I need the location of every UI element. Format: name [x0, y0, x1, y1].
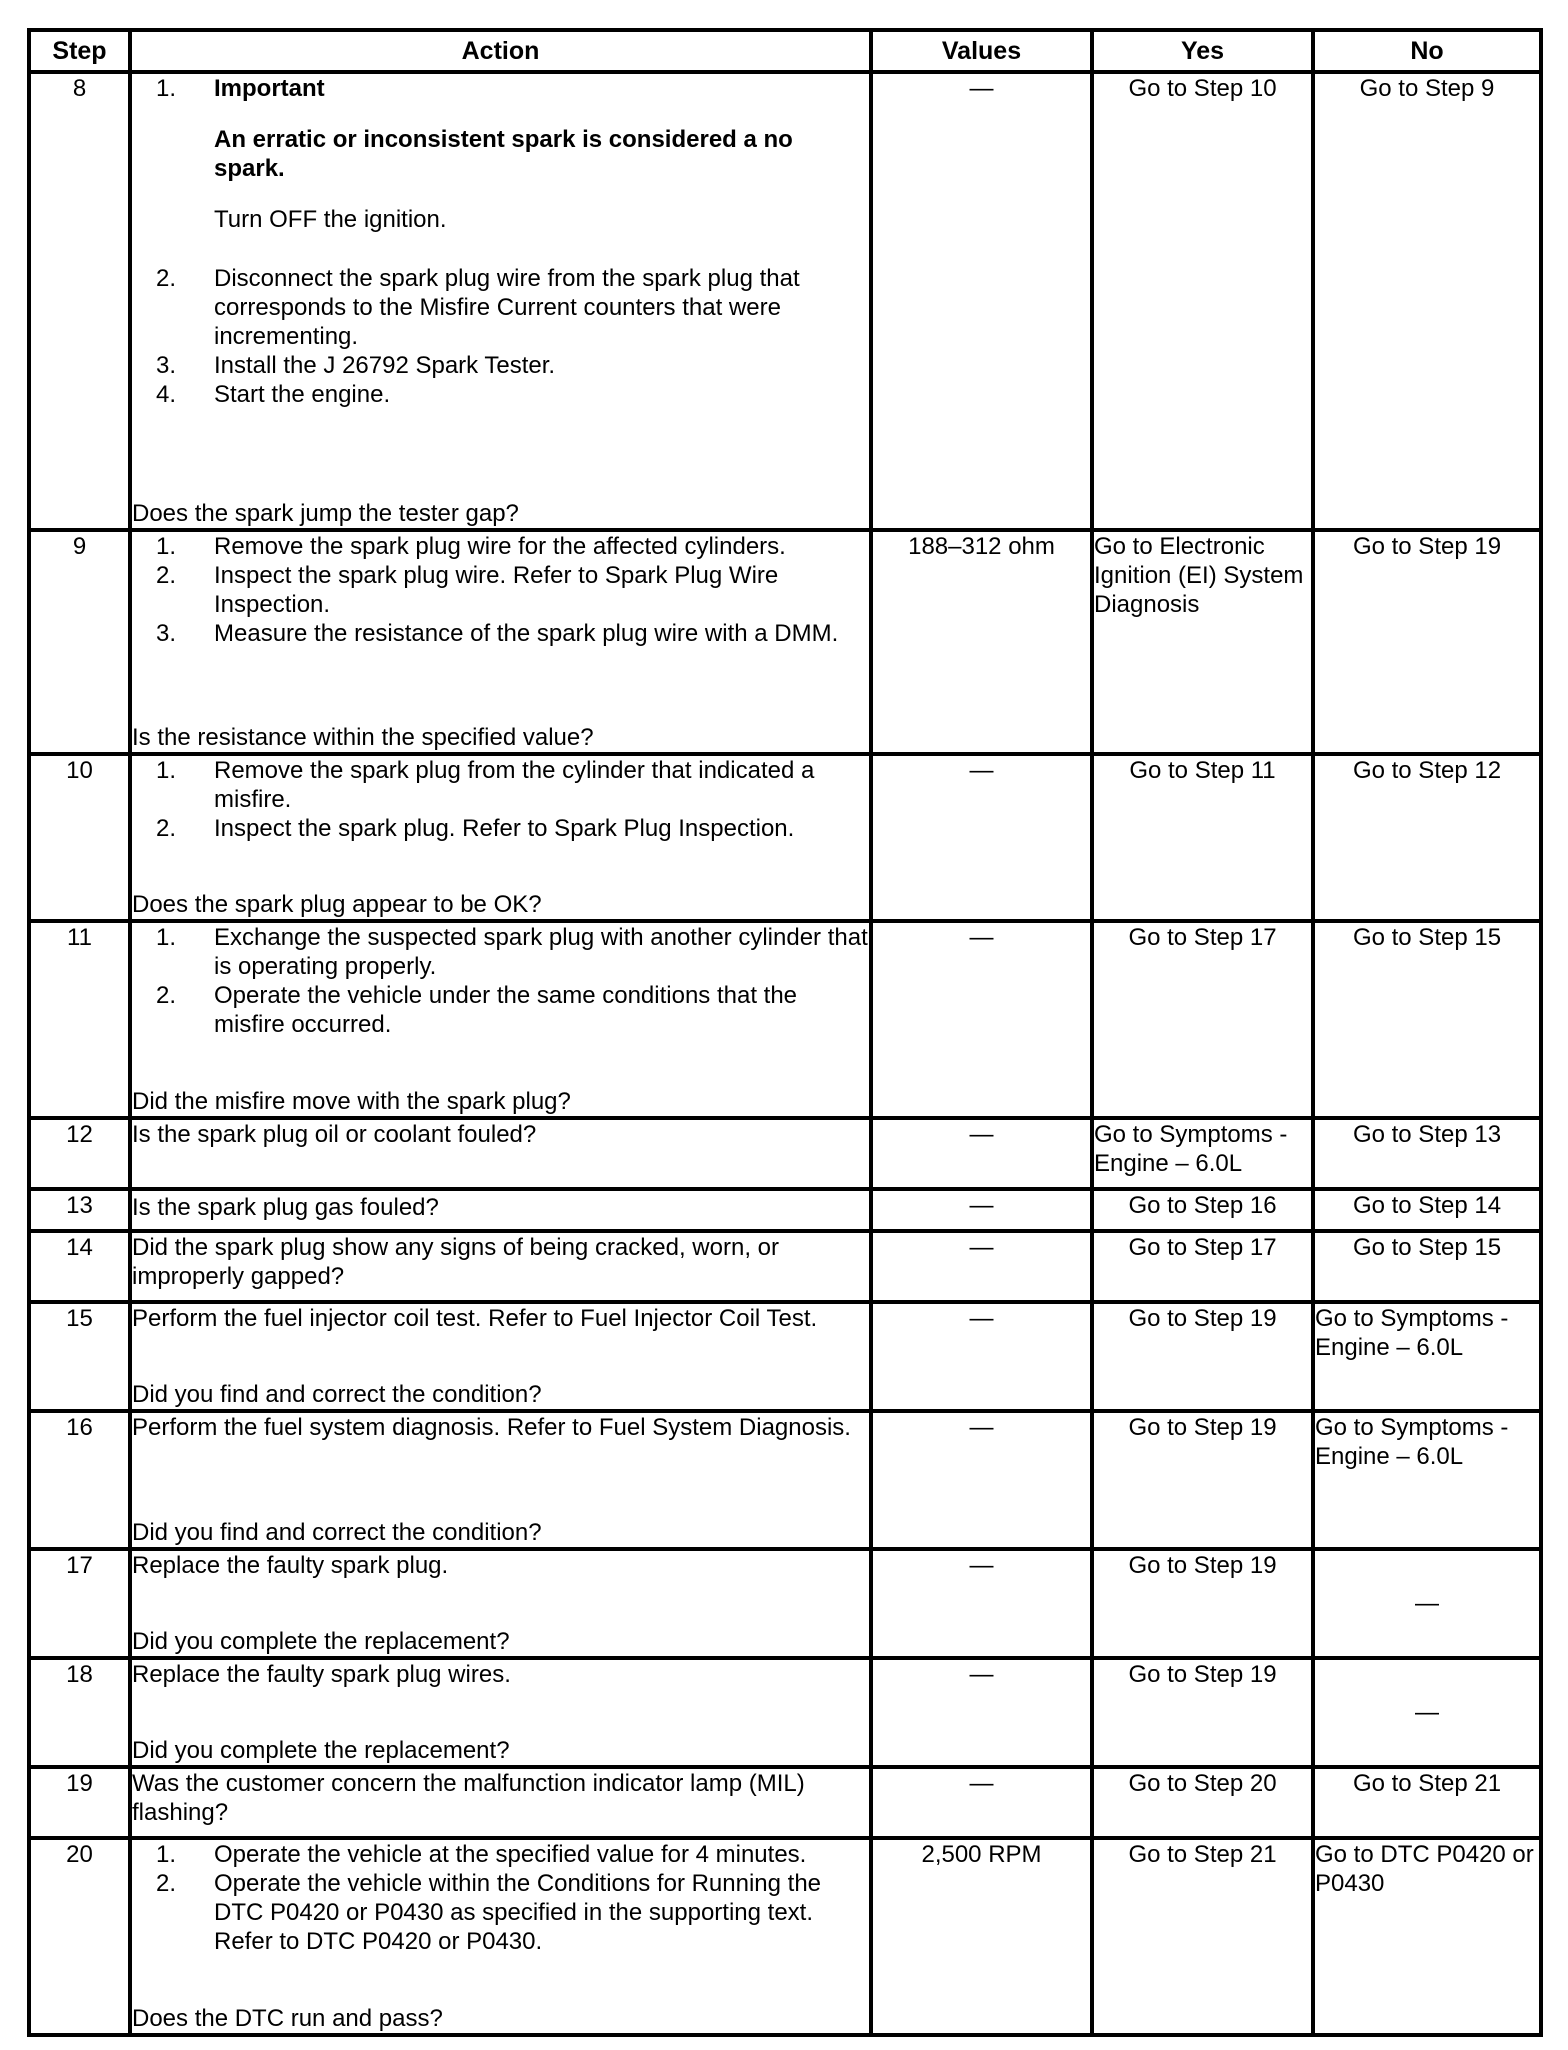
value-cell: —	[871, 1231, 1092, 1302]
yes-cell: Go to Electronic Ignition (EI) System Diagnosis	[1092, 530, 1313, 754]
table-row	[29, 1549, 1541, 1658]
question: Is the spark plug oil or coolant fouled?	[130, 1118, 871, 1189]
question: Did you complete the replacement?	[132, 1628, 510, 1655]
no-cell: —	[1313, 1549, 1541, 1658]
no-cell: Go to Step 12	[1313, 754, 1541, 921]
action-cell	[130, 754, 871, 921]
header-no: No	[1313, 30, 1541, 72]
no-cell: Go to Step 9	[1313, 72, 1541, 530]
step-number: 15	[29, 1302, 130, 1411]
table-row	[29, 1189, 1541, 1231]
table-row	[29, 1411, 1541, 1549]
step-number: 9	[29, 530, 130, 754]
step-number: 18	[29, 1658, 130, 1767]
yes-cell: Go to Step 17	[1092, 921, 1313, 1118]
step-number: 20	[29, 1838, 130, 2035]
table-row	[29, 1302, 1541, 1411]
action-cell	[130, 1838, 871, 2035]
value-cell: —	[871, 1189, 1092, 1231]
action-cell	[130, 1549, 871, 1658]
step-number: 17	[29, 1549, 130, 1658]
list-item: 1. Operate the vehicle at the specified value for 4 minutes.	[155, 1841, 807, 1868]
question: Was the customer concern the malfunction indicator lamp (MIL) flashing?	[130, 1767, 871, 1838]
no-cell: Go to Step 15	[1313, 1231, 1541, 1302]
step-text: Perform the fuel system diagnosis. Refer to Fuel System Diagnosis.	[132, 1414, 851, 1441]
action-steps	[132, 1840, 869, 1956]
action-cell	[130, 921, 871, 1118]
table-row	[29, 530, 1541, 754]
list-item: 2. Inspect the spark plug. Refer to Spark Plug Inspection.	[155, 815, 795, 842]
table-row	[29, 1658, 1541, 1767]
step-text: Perform the fuel injector coil test. Refer to Fuel Injector Coil Test.	[132, 1305, 818, 1332]
step-number: 8	[29, 72, 130, 530]
step-number: 10	[29, 754, 130, 921]
step-number: 16	[29, 1411, 130, 1549]
table-row	[29, 921, 1541, 1118]
question: Does the spark jump the tester gap?	[132, 500, 519, 527]
step-text: Replace the faulty spark plug.	[132, 1552, 449, 1579]
header-values: Values	[871, 30, 1092, 72]
important-note: An erratic or inconsistent spark is considered a no spark.	[214, 126, 793, 182]
list-item: 1. Important An erratic or inconsistent spark is considered a no spark. Turn OFF the ignition.	[132, 74, 869, 264]
action-cell	[130, 1658, 871, 1767]
yes-cell: Go to Step 19	[1092, 1658, 1313, 1767]
no-cell: Go to Symptoms - Engine – 6.0L	[1313, 1411, 1541, 1549]
yes-cell: Go to Step 19	[1092, 1411, 1313, 1549]
header-action: Action	[130, 30, 871, 72]
table-row	[29, 1118, 1541, 1189]
table-row	[29, 754, 1541, 921]
value-cell: 188–312 ohm	[871, 530, 1092, 754]
question: Does the spark plug appear to be OK?	[132, 891, 542, 918]
question: Did you find and correct the condition?	[132, 1519, 542, 1546]
yes-cell: Go to Step 21	[1092, 1838, 1313, 2035]
list-item: 1. Exchange the suspected spark plug with another cylinder that is operating properly.	[155, 924, 868, 980]
question: Is the spark plug gas fouled?	[130, 1189, 871, 1231]
yes-cell: Go to Step 16	[1092, 1189, 1313, 1231]
action-cell	[130, 1411, 871, 1549]
list-item: 2. Operate the vehicle under the same conditions that the misfire occurred.	[155, 982, 798, 1038]
header-row	[29, 30, 1541, 72]
step-number: 13	[29, 1189, 130, 1231]
table-row	[29, 1838, 1541, 2035]
step-text: Replace the faulty spark plug wires.	[132, 1661, 511, 1688]
step-number: 19	[29, 1767, 130, 1838]
yes-cell: Go to Step 10	[1092, 72, 1313, 530]
yes-cell: Go to Step 20	[1092, 1767, 1313, 1838]
value-cell: —	[871, 1549, 1092, 1658]
action-cell	[130, 72, 871, 530]
important-label: Important	[214, 75, 325, 102]
yes-cell: Go to Step 11	[1092, 754, 1313, 921]
yes-cell: Go to Step 17	[1092, 1231, 1313, 1302]
step-text: Turn OFF the ignition.	[214, 206, 447, 233]
action-cell	[130, 530, 871, 754]
question: Did the spark plug show any signs of being cracked, worn, or improperly gapped?	[130, 1231, 871, 1302]
value-cell: —	[871, 1118, 1092, 1189]
value-cell: —	[871, 1302, 1092, 1411]
header-yes: Yes	[1092, 30, 1313, 72]
no-cell: Go to Step 13	[1313, 1118, 1541, 1189]
list-item: 2. Inspect the spark plug wire. Refer to Spark Plug Wire Inspection.	[155, 562, 779, 618]
list-item: 3. Measure the resistance of the spark plug wire with a DMM.	[155, 620, 839, 647]
yes-cell: Go to Step 19	[1092, 1302, 1313, 1411]
no-cell: Go to Step 19	[1313, 530, 1541, 754]
value-cell: —	[871, 72, 1092, 530]
no-cell: Go to Step 15	[1313, 921, 1541, 1118]
header-step: Step	[29, 30, 130, 72]
action-steps	[132, 923, 869, 1039]
question: Did you find and correct the condition?	[132, 1381, 542, 1408]
action-steps	[132, 74, 869, 409]
list-item: 1. Remove the spark plug from the cylinder that indicated a misfire.	[155, 757, 815, 813]
action-cell	[130, 1302, 871, 1411]
question: Does the DTC run and pass?	[132, 2005, 443, 2032]
no-cell: —	[1313, 1658, 1541, 1767]
yes-cell: Go to Symptoms - Engine – 6.0L	[1092, 1118, 1313, 1189]
step-number: 11	[29, 921, 130, 1118]
list-item: 1. Remove the spark plug wire for the affected cylinders.	[155, 533, 786, 560]
list-item: 3. Install the J 26792 Spark Tester.	[155, 352, 556, 379]
table-row	[29, 72, 1541, 530]
diagnostic-table	[27, 28, 1543, 2037]
no-cell: Go to Step 14	[1313, 1189, 1541, 1231]
no-cell: Go to DTC P0420 or P0430	[1313, 1838, 1541, 2035]
question: Did you complete the replacement?	[132, 1737, 510, 1764]
value-cell: —	[871, 921, 1092, 1118]
table-row	[29, 1767, 1541, 1838]
value-cell: —	[871, 1411, 1092, 1549]
yes-cell: Go to Step 19	[1092, 1549, 1313, 1658]
no-cell: Go to Step 21	[1313, 1767, 1541, 1838]
action-steps	[132, 532, 869, 648]
list-item: 2. Disconnect the spark plug wire from the spark plug that corresponds to the Misfire Current counters that were incrementing.	[155, 265, 800, 350]
step-number: 12	[29, 1118, 130, 1189]
action-steps	[132, 756, 869, 843]
step-number: 14	[29, 1231, 130, 1302]
no-cell: Go to Symptoms - Engine – 6.0L	[1313, 1302, 1541, 1411]
question: Is the resistance within the specified value?	[132, 724, 594, 751]
table-row	[29, 1231, 1541, 1302]
value-cell: —	[871, 1767, 1092, 1838]
value-cell: —	[871, 754, 1092, 921]
value-cell: —	[871, 1658, 1092, 1767]
list-item: 4. Start the engine.	[155, 381, 391, 408]
question: Did the misfire move with the spark plug?	[132, 1088, 571, 1115]
value-cell: 2,500 RPM	[871, 1838, 1092, 2035]
list-item: 2. Operate the vehicle within the Conditions for Running the DTC P0420 or P0430 as specified in the supporting text. Refer to DTC P0420 or P0430.	[155, 1870, 822, 1955]
